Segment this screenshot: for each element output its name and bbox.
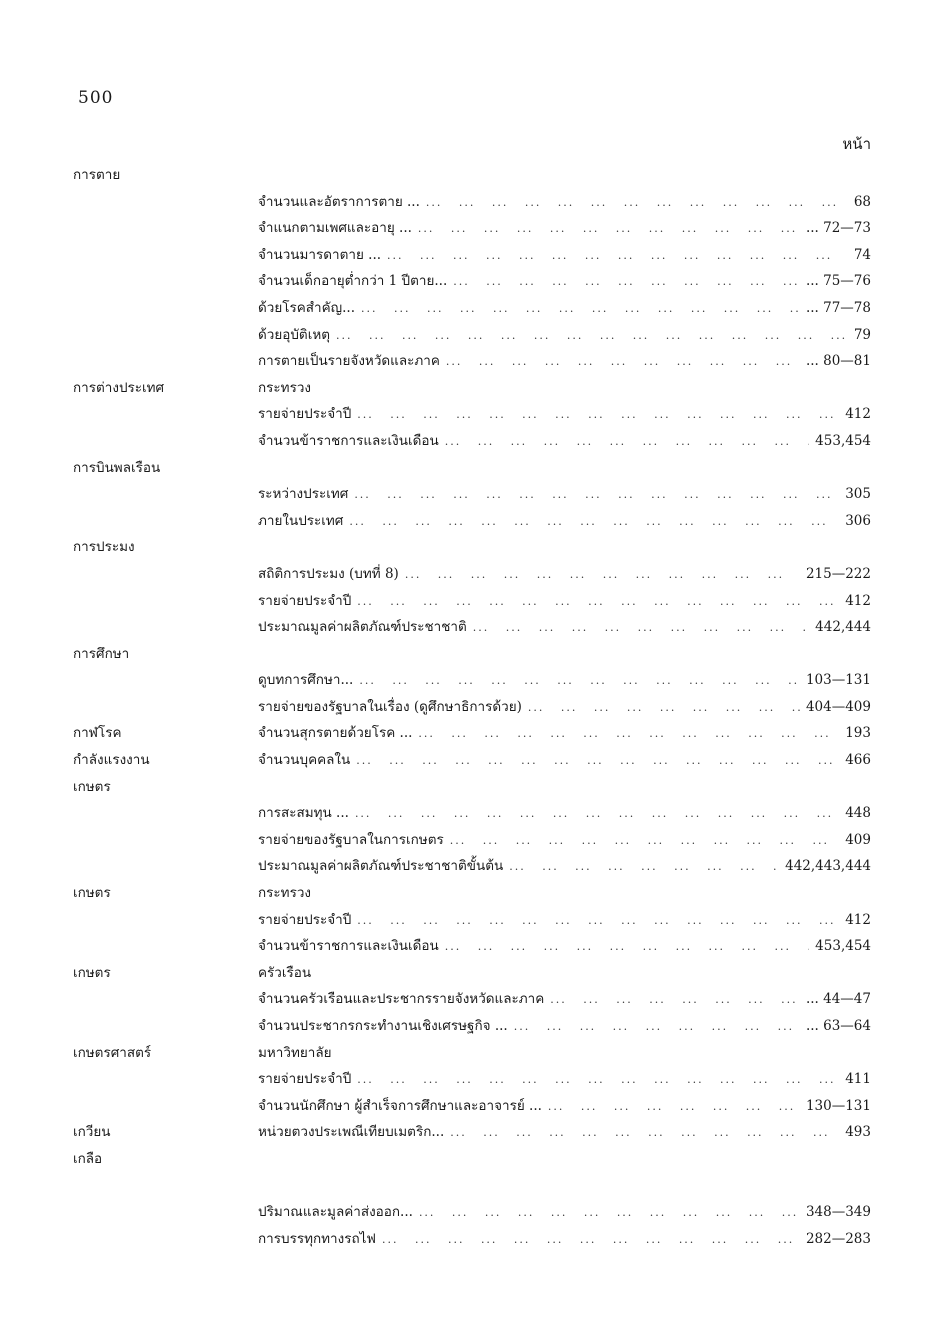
entry-label: รายจ่ายประจำปี bbox=[258, 911, 352, 928]
index-row bbox=[0, 1013, 941, 1040]
index-row bbox=[0, 986, 941, 1013]
entry-page-ref: 448 bbox=[845, 805, 871, 822]
entry-label: รายจ่ายของรัฐบาลในการเกษตร bbox=[258, 831, 444, 848]
index-heading: การบินพลเรือน bbox=[73, 459, 161, 476]
index-row bbox=[0, 667, 941, 694]
entry-page-ref: 306 bbox=[845, 512, 871, 529]
entry-page-ref: 409 bbox=[845, 831, 871, 848]
index-entry bbox=[258, 428, 871, 456]
leader-dots bbox=[387, 243, 848, 270]
index-heading: เกษตร bbox=[73, 964, 111, 981]
index-row bbox=[0, 614, 941, 641]
index-subheading: กระทรวง bbox=[258, 885, 311, 902]
index-heading: เกษตรศาสตร์ bbox=[73, 1044, 152, 1061]
entry-page-ref: 282—283 bbox=[805, 1230, 871, 1247]
leader-dots bbox=[356, 748, 839, 775]
index-entry bbox=[258, 986, 871, 1014]
entry-label: การตายเป็นรายจังหวัดและภาค bbox=[258, 353, 440, 370]
index-heading: การต่างประเทศ bbox=[73, 379, 165, 396]
entry-label: รายจ่ายประจำปี bbox=[258, 406, 352, 423]
entry-page-ref: 348—349 bbox=[805, 1204, 871, 1221]
index-subheading: ครัวเรือน bbox=[258, 964, 312, 981]
entry-label: ประมาณมูลค่าผลิตภัณฑ์ประชาชาติ bbox=[258, 619, 467, 636]
leader-dots bbox=[336, 323, 848, 350]
index-row bbox=[0, 1119, 941, 1146]
entry-label: จำนวนสุกรตายด้วยโรค ... bbox=[258, 725, 413, 742]
index-row bbox=[0, 348, 941, 375]
index-row bbox=[0, 853, 941, 880]
leader-dots bbox=[357, 589, 839, 616]
entry-page-ref: 453,454 bbox=[815, 432, 871, 449]
leader-dots bbox=[446, 349, 800, 376]
leader-dots bbox=[357, 1067, 839, 1094]
entry-label: จำนวนมารดาตาย ... bbox=[258, 246, 382, 263]
leader-dots bbox=[550, 987, 800, 1014]
index-entry bbox=[258, 588, 871, 616]
index-row bbox=[0, 162, 941, 189]
index-entry bbox=[258, 242, 871, 270]
index-entry bbox=[258, 189, 871, 217]
entry-label: ประมาณมูลค่าผลิตภัณฑ์ประชาชาติขั้นต้น bbox=[258, 858, 504, 875]
index-entry bbox=[258, 614, 871, 642]
index-entry bbox=[258, 747, 871, 775]
leader-dots bbox=[405, 562, 800, 589]
index-entry bbox=[258, 348, 871, 376]
index-row bbox=[0, 428, 941, 455]
index-row bbox=[0, 880, 941, 907]
index-entry bbox=[258, 401, 871, 429]
index-row bbox=[0, 1146, 941, 1173]
index-row bbox=[0, 534, 941, 561]
index-row bbox=[0, 242, 941, 269]
entry-label: การสะสมทุน ... bbox=[258, 805, 349, 822]
index-entry bbox=[258, 1013, 871, 1041]
index-subheading: มหาวิทยาลัย bbox=[258, 1044, 332, 1061]
index-row bbox=[0, 694, 941, 721]
entry-page-ref: 305 bbox=[845, 486, 871, 503]
entry-page-ref: ... 77—78 bbox=[805, 299, 871, 316]
index-entry bbox=[258, 561, 871, 589]
entry-page-ref: ... 44—47 bbox=[805, 991, 871, 1008]
entry-page-ref: 466 bbox=[845, 752, 871, 769]
index-entry bbox=[258, 853, 871, 881]
leader-dots bbox=[473, 615, 809, 642]
index-list bbox=[0, 162, 941, 1252]
index-row bbox=[0, 933, 941, 960]
index-heading: กาฬโรค bbox=[73, 725, 122, 742]
leader-dots bbox=[354, 482, 839, 509]
entry-page-ref: 74 bbox=[853, 246, 871, 263]
index-entry bbox=[258, 720, 871, 748]
index-row bbox=[0, 322, 941, 349]
entry-label: ด้วยโรคสำคัญ... bbox=[258, 299, 356, 316]
index-row bbox=[0, 747, 941, 774]
entry-page-ref: ... 63—64 bbox=[805, 1018, 871, 1034]
entry-label: จำนวนเด็กอายุต่ำกว่า 1 ปีตาย... bbox=[258, 273, 448, 290]
entry-page-ref: 453,454 bbox=[815, 938, 871, 955]
leader-dots bbox=[349, 509, 839, 536]
entry-page-ref: 412 bbox=[845, 406, 871, 423]
leader-dots bbox=[450, 1120, 839, 1147]
entry-page-ref: ... 80—81 bbox=[805, 353, 871, 370]
leader-dots bbox=[453, 269, 800, 296]
leader-dots bbox=[359, 668, 800, 695]
leader-dots bbox=[418, 721, 839, 748]
index-row bbox=[0, 189, 941, 216]
index-row bbox=[0, 561, 941, 588]
index-subheading: กระทรวง bbox=[258, 379, 311, 396]
entry-page-ref: 103—131 bbox=[805, 672, 871, 689]
index-row bbox=[0, 588, 941, 615]
page-column-label: หน้า bbox=[842, 135, 871, 153]
index-row bbox=[0, 907, 941, 934]
entry-label: จำนวนข้าราชการและเงินเดือน bbox=[258, 938, 439, 955]
entry-page-ref: 412 bbox=[845, 911, 871, 928]
leader-dots bbox=[357, 402, 839, 429]
index-row bbox=[0, 268, 941, 295]
entry-page-ref: ... 72—73 bbox=[805, 220, 871, 237]
index-row bbox=[0, 720, 941, 747]
leader-dots bbox=[426, 190, 848, 217]
index-heading: กำลังแรงงาน bbox=[73, 752, 150, 769]
index-entry bbox=[258, 481, 871, 509]
index-entry bbox=[258, 1093, 871, 1121]
entry-label: การบรรทุกทางรถไฟ bbox=[258, 1230, 376, 1247]
index-row bbox=[0, 827, 941, 854]
index-entry bbox=[258, 694, 871, 722]
index-heading: การประมง bbox=[73, 539, 135, 556]
leader-dots bbox=[357, 908, 839, 935]
leader-dots bbox=[445, 429, 809, 456]
index-heading: การตาย bbox=[73, 167, 121, 183]
index-row bbox=[0, 375, 941, 402]
leader-dots bbox=[509, 854, 779, 881]
index-row bbox=[0, 774, 941, 801]
index-row bbox=[0, 1226, 941, 1253]
index-entry bbox=[258, 907, 871, 935]
index-row bbox=[0, 508, 941, 535]
entry-label: รายจ่ายของรัฐบาลในเรื่อง (ดูศึกษาธิการด้วย) bbox=[258, 698, 522, 715]
entry-label: จำนวนข้าราชการและเงินเดือน bbox=[258, 432, 439, 449]
index-entry bbox=[258, 268, 871, 296]
entry-label: จำนวนครัวเรือนและประชากรรายจังหวัดและภาค bbox=[258, 991, 545, 1008]
index-row bbox=[0, 1199, 941, 1226]
index-heading: เกลือ bbox=[73, 1150, 103, 1167]
entry-label: รายจ่ายประจำปี bbox=[258, 592, 352, 609]
index-heading: เกษตร bbox=[73, 778, 111, 795]
entry-page-ref: 442,444 bbox=[815, 619, 871, 636]
index-heading: เกวียน bbox=[73, 1124, 111, 1141]
entry-label: หน่วยตวงประเพณีเทียบเมตริก... bbox=[258, 1124, 445, 1141]
index-row bbox=[0, 641, 941, 668]
leader-dots bbox=[418, 216, 800, 243]
entry-label: ปริมาณและมูลค่าส่งออก... bbox=[258, 1204, 413, 1221]
entry-page-ref: 215—222 bbox=[805, 565, 871, 582]
entry-label: ด้วยอุบัติเหตุ bbox=[258, 326, 330, 343]
index-row bbox=[0, 481, 941, 508]
index-row bbox=[0, 295, 941, 322]
leader-dots bbox=[382, 1227, 800, 1254]
entry-page-ref: 442,443,444 bbox=[785, 858, 871, 875]
leader-dots bbox=[355, 801, 839, 828]
leader-dots bbox=[445, 934, 809, 961]
leader-dots bbox=[528, 695, 800, 722]
entry-page-ref: 493 bbox=[845, 1124, 871, 1141]
leader-dots bbox=[419, 1200, 800, 1227]
leader-dots bbox=[548, 1094, 800, 1121]
index-heading: การศึกษา bbox=[73, 645, 130, 662]
index-entry bbox=[258, 667, 871, 695]
index-entry bbox=[258, 215, 871, 243]
leader-dots bbox=[450, 828, 839, 855]
index-row bbox=[0, 1173, 941, 1200]
leader-dots bbox=[361, 296, 800, 323]
index-entry bbox=[258, 827, 871, 855]
leader-dots bbox=[514, 1014, 800, 1041]
index-entry bbox=[258, 933, 871, 961]
entry-page-ref: 79 bbox=[853, 326, 871, 343]
entry-label: จำนวนนักศึกษา ผู้สำเร็จการศึกษาและอาจารย์ ... bbox=[258, 1097, 542, 1114]
index-entry bbox=[258, 1226, 871, 1254]
entry-label: จำแนกตามเพศและอายุ ... bbox=[258, 220, 412, 237]
entry-label: ดูบทการศึกษา... bbox=[258, 672, 354, 689]
index-entry bbox=[258, 508, 871, 536]
entry-label: สถิติการประมง (บทที่ 8) bbox=[258, 565, 399, 582]
index-entry bbox=[258, 295, 871, 323]
page-number: 500 bbox=[78, 88, 114, 108]
index-row bbox=[0, 1040, 941, 1067]
entry-page-ref: 130—131 bbox=[805, 1097, 871, 1114]
index-entry bbox=[258, 1066, 871, 1094]
entry-label: จำนวนบุคคลใน bbox=[258, 752, 351, 769]
entry-page-ref: 412 bbox=[845, 592, 871, 609]
entry-label: จำนวนประชากรกระทำงานเชิงเศรษฐกิจ ... bbox=[258, 1018, 508, 1034]
entry-page-ref: 404—409 bbox=[805, 698, 871, 715]
index-row bbox=[0, 960, 941, 987]
entry-page-ref: 411 bbox=[845, 1071, 871, 1088]
entry-page-ref: 68 bbox=[853, 193, 871, 210]
entry-label: ภายในประเทศ bbox=[258, 512, 344, 529]
index-heading: เกษตร bbox=[73, 885, 111, 902]
index-entry bbox=[258, 800, 871, 828]
index-entry bbox=[258, 1119, 871, 1147]
entry-page-ref: 193 bbox=[845, 725, 871, 742]
entry-label: ระหว่างประเทศ bbox=[258, 486, 349, 503]
index-row bbox=[0, 215, 941, 242]
index-entry bbox=[258, 1199, 871, 1227]
index-entry bbox=[258, 322, 871, 350]
index-row bbox=[0, 455, 941, 482]
index-row bbox=[0, 1093, 941, 1120]
index-row bbox=[0, 1066, 941, 1093]
index-row bbox=[0, 401, 941, 428]
entry-label: จำนวนและอัตราการตาย ... bbox=[258, 193, 420, 210]
entry-label: รายจ่ายประจำปี bbox=[258, 1071, 352, 1088]
entry-page-ref: ... 75—76 bbox=[805, 273, 871, 290]
index-row bbox=[0, 800, 941, 827]
